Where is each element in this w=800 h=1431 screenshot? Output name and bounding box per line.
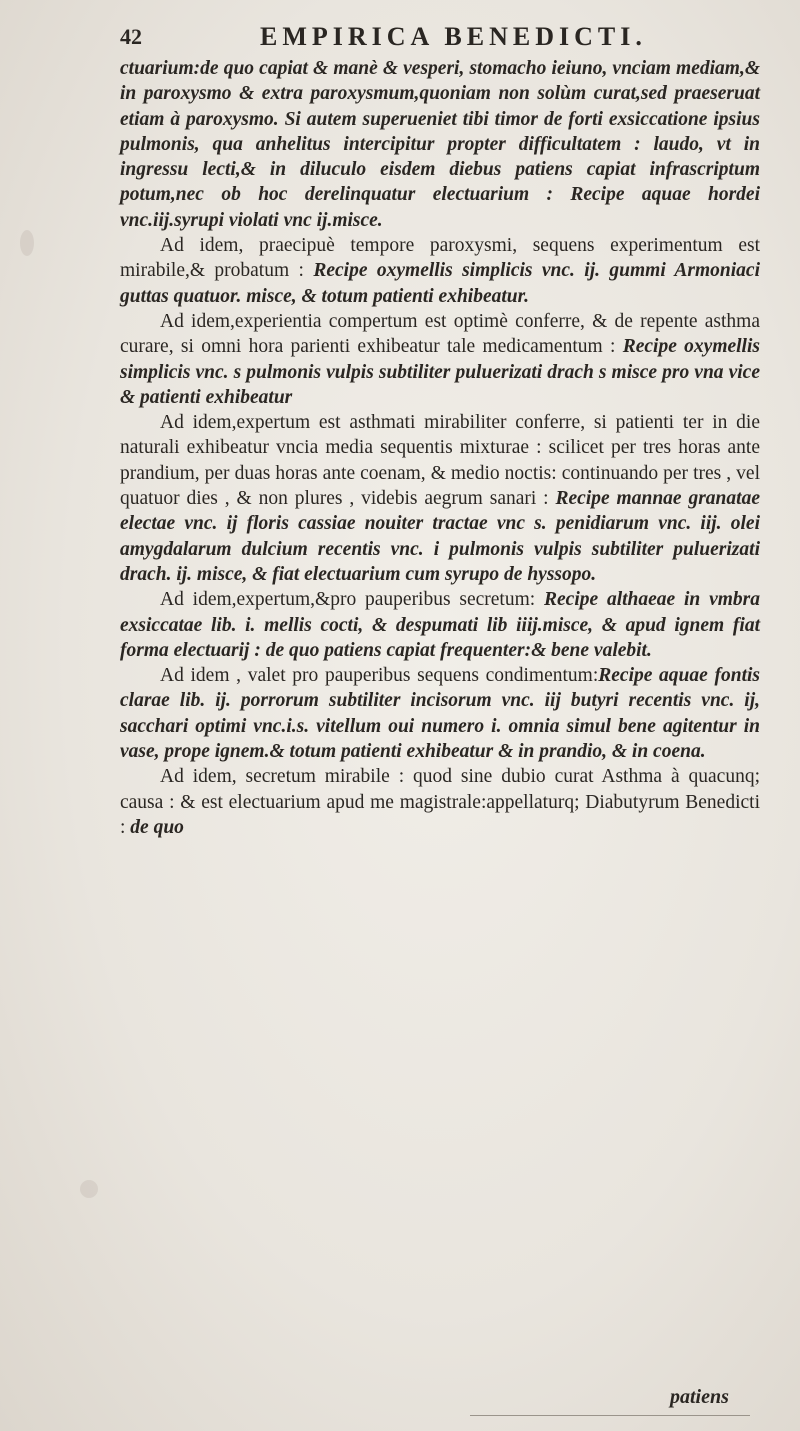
italic-text-run: ctuarium:de quo capiat & manè & vesperi, stomacho ieiuno, vnciam mediam,& in paroxysmo & extra paroxysmum,quoniam non solùm curat,sed praeseruat etiam à paroxysmo. Si autem superueniet tibi timor de forti exsiccatione ipsius pulmonis, qua anhelitus intercipitur propter difficultatem : laudo, vt in ingressu lecti,& in diluculo eisdem diebus patiens capiat infrascriptum potum,nec ob hoc derelinquatur electuarium : Recipe aquae hordei vnc.iij.syrupi violati vnc ij.misce. bbox=[120, 58, 760, 231]
paragraph bbox=[120, 309, 760, 410]
catchword: patiens bbox=[670, 1386, 729, 1408]
italic-text-run: Recipe oxymellis simplicis vnc. ij. gummi Armoniaci guttas quatuor. misce, & totum patienti exhibeatur. bbox=[120, 260, 761, 307]
roman-text-run: Ad idem,experientia compertum est optimè conferre, & de repente asthma curare, si omni hora parienti exhibeatur tale medicamentum : bbox=[120, 310, 760, 358]
paragraph bbox=[120, 233, 760, 309]
roman-text-run: Ad idem , valet pro pauperibus sequens condimentum: bbox=[160, 665, 599, 687]
paragraph bbox=[120, 663, 760, 764]
italic-text-run: Recipe mannae granatae electae vnc. ij floris cassiae nouiter tractae vnc s. penidiarum vnc. iij. olei amygdalarum dulcium recentis vnc. i pulmonis vulpis subtiliter puluerizati drach. ij. misce, & fiat electuarium cum syrupo de hyssopo. bbox=[120, 488, 760, 585]
italic-text-run: Recipe aquae fontis clarae lib. ij. porrorum subtiliter incisorum vnc. iij butyri recentis vnc. ij, sacchari optimi vnc.i.s. vitellum oui numero i. omnia simul bene agitentur in vase, prope ignem.& totum patienti exhibeatur & in prandio, & in coena. bbox=[120, 665, 760, 763]
page-number: 42 bbox=[120, 24, 142, 49]
roman-text-run: Ad idem, secretum mirabile : quod sine dubio curat Asthma à quacunq; causa : & est electuarium apud me magistrale:appellaturq; Diabutyrum Benedicti : bbox=[120, 766, 760, 838]
paragraph bbox=[120, 764, 760, 840]
italic-text-run: de quo bbox=[130, 816, 184, 838]
body-text bbox=[120, 56, 760, 840]
italic-text-run: Recipe althaeae in vmbra exsiccatae lib. i. mellis cocti, & despumati lib iiij.misce, & apud ignem fiat forma electuarij : de quo patiens capiat frequenter:& bene valebit. bbox=[120, 589, 760, 661]
running-title: EMPIRICA BENEDICTI. bbox=[260, 22, 647, 51]
roman-text-run: Ad idem, praecipuè tempore paroxysmi, sequens experimentum est mirabile,& probatum : bbox=[120, 235, 760, 282]
paragraph bbox=[120, 587, 760, 663]
paper-stain bbox=[80, 1180, 98, 1198]
paragraph bbox=[120, 410, 760, 587]
paper-stain bbox=[20, 230, 34, 256]
roman-text-run: Ad idem,expertum est asthmati mirabiliter conferre, si patienti ter in die naturali exhibeatur vncia media sequentis mixturae : scilicet per tres horas ante prandium, per duas horas ante coenam, & medio noctis: continuando per tres , vel quatuor dies , & non plures , videbis aegrum sanari : bbox=[120, 412, 760, 510]
paragraph bbox=[120, 56, 760, 233]
italic-text-run: Recipe oxymellis simplicis vnc. s pulmonis vulpis subtiliter puluerizati drach s misce pro vna vice & patienti exhibeatur bbox=[120, 336, 760, 408]
roman-text-run: Ad idem,expertum,&pro pauperibus secretum: bbox=[160, 589, 544, 611]
page-header bbox=[120, 20, 760, 60]
bottom-rule bbox=[470, 1415, 750, 1416]
